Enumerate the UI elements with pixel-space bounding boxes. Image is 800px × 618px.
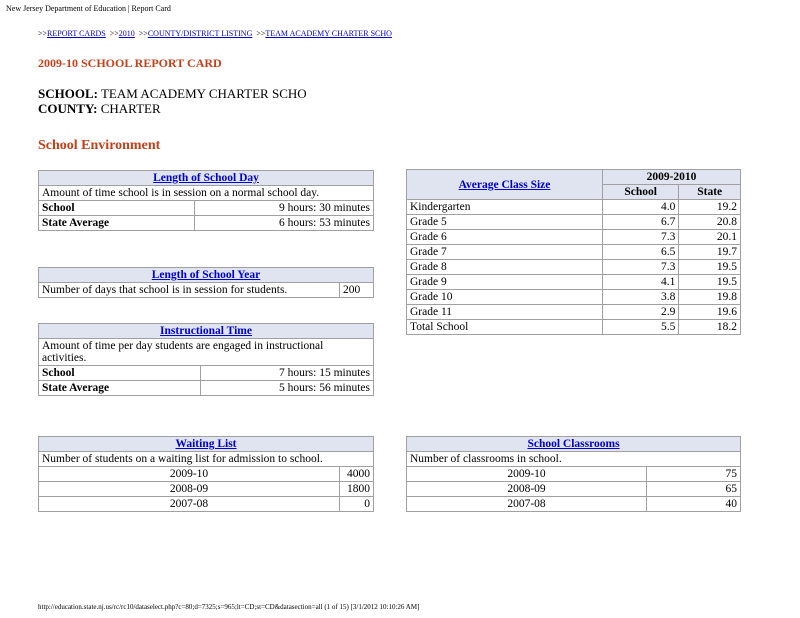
table-header: [39, 171, 374, 186]
county-name: CHARTER: [100, 101, 161, 116]
value-cell: 1800: [340, 482, 374, 497]
county-label: COUNTY:: [38, 101, 98, 116]
grade-cell: Grade 9: [407, 275, 603, 290]
average-class-size-table: [406, 169, 741, 335]
state-value-cell: 19.5: [679, 260, 741, 275]
state-value-cell: 19.2: [679, 200, 741, 215]
table-row: [407, 200, 741, 215]
table-description: Amount of time school is in session on a normal school day.: [39, 186, 374, 201]
school-label: SCHOOL:: [38, 86, 98, 101]
table-header: [39, 437, 374, 452]
school-value-cell: 7.3: [603, 230, 679, 245]
table-row: [39, 467, 374, 482]
table-row: School 7 hours: 15 minutes: [39, 366, 374, 381]
value-cell: 4000: [340, 467, 374, 482]
grade-cell: Kindergarten: [407, 200, 603, 215]
table-row: [407, 260, 741, 275]
grade-cell: Grade 8: [407, 260, 603, 275]
school-value-cell: 3.8: [603, 290, 679, 305]
instructional-time-table: [38, 323, 374, 396]
state-value-cell: 20.8: [679, 215, 741, 230]
breadcrumb-separator: >>: [138, 29, 148, 38]
col-school: School: [603, 185, 679, 200]
school-value-cell: 7.3: [603, 260, 679, 275]
grade-cell: Grade 6: [407, 230, 603, 245]
breadcrumb-report-cards[interactable]: REPORT CARDS: [47, 29, 106, 38]
section-title: School Environment: [38, 138, 161, 153]
table-row: [407, 230, 741, 245]
table-header: [39, 324, 374, 339]
state-value-cell: 19.6: [679, 305, 741, 320]
school-info: [38, 86, 307, 116]
year-cell: 2008-09: [39, 482, 340, 497]
table-row: [407, 482, 741, 497]
page-footer-url: http://education.state.nj.us/rc/rc10/dataselect.php?c=80;d=7325;s=965;lt=CD;st=CD&datasection=all (1 of 15) [3/1/2012 10:10:26 AM]: [38, 603, 420, 611]
grade-cell: Grade 7: [407, 245, 603, 260]
table-header: [39, 268, 374, 283]
table-description: Amount of time per day students are engaged in instructional activities.: [39, 339, 374, 366]
school-value-cell: 2.9: [603, 305, 679, 320]
year-cell: 2008-09: [407, 482, 647, 497]
length-of-school-year-link[interactable]: Length of School Year: [151, 269, 261, 281]
year-cell: 2007-08: [407, 497, 647, 512]
year-cell: 2007-08: [39, 497, 340, 512]
state-value-cell: 19.7: [679, 245, 741, 260]
year-header: 2009-2010: [603, 170, 741, 185]
school-value-cell: 4.0: [603, 200, 679, 215]
table-row: [407, 290, 741, 305]
school-value-cell: 6.7: [603, 215, 679, 230]
table-description: Number of students on a waiting list for admission to school.: [39, 452, 374, 467]
table-row: State Average 6 hours: 53 minutes: [39, 216, 374, 231]
grade-cell: Grade 10: [407, 290, 603, 305]
value-cell: 40: [647, 497, 741, 512]
table-row: [39, 497, 374, 512]
breadcrumb-separator: >>: [38, 29, 48, 38]
school-value-cell: 4.1: [603, 275, 679, 290]
school-classrooms-link[interactable]: School Classrooms: [527, 438, 620, 450]
table-row: Number of days that school is in session for students. 200: [39, 283, 374, 298]
col-state: State: [679, 185, 741, 200]
table-row: [407, 305, 741, 320]
breadcrumb-year[interactable]: 2010: [118, 29, 135, 38]
table-header: [407, 437, 741, 452]
waiting-list-link[interactable]: Waiting List: [175, 438, 237, 450]
breadcrumb: [38, 29, 392, 38]
school-value-cell: 5.5: [603, 320, 679, 335]
state-value-cell: 20.1: [679, 230, 741, 245]
school-value-cell: 6.5: [603, 245, 679, 260]
state-value-cell: 19.5: [679, 275, 741, 290]
value-cell: 0: [340, 497, 374, 512]
table-row: School 9 hours: 30 minutes: [39, 201, 374, 216]
waiting-list-table: [38, 436, 374, 512]
table-row: [407, 320, 741, 335]
state-value-cell: 18.2: [679, 320, 741, 335]
length-of-school-day-table: [38, 170, 374, 231]
report-title: 2009-10 SCHOOL REPORT CARD: [38, 56, 222, 70]
school-year-days: 200: [340, 283, 374, 298]
table-row: [407, 215, 741, 230]
table-row: [407, 497, 741, 512]
breadcrumb-school[interactable]: TEAM ACADEMY CHARTER SCHO: [265, 29, 392, 38]
value-cell: 65: [647, 482, 741, 497]
table-row: [407, 275, 741, 290]
school-classrooms-table: [406, 436, 741, 512]
instructional-time-link[interactable]: Instructional Time: [160, 325, 252, 337]
year-cell: 2009-10: [407, 467, 647, 482]
grade-cell: Grade 5: [407, 215, 603, 230]
value-cell: 75: [647, 467, 741, 482]
year-cell: 2009-10: [39, 467, 340, 482]
table-row: [39, 482, 374, 497]
grade-cell: Total School: [407, 320, 603, 335]
school-name: TEAM ACADEMY CHARTER SCHO: [100, 86, 307, 101]
table-description: Number of classrooms in school.: [407, 452, 741, 467]
breadcrumb-county-listing[interactable]: COUNTY/DISTRICT LISTING: [147, 29, 253, 38]
average-class-size-link[interactable]: Average Class Size: [458, 178, 551, 191]
state-value-cell: 19.8: [679, 290, 741, 305]
page-header: New Jersey Department of Education | Report Card: [6, 4, 171, 13]
length-of-school-year-table: [38, 267, 374, 298]
table-row: [407, 467, 741, 482]
length-of-school-day-link[interactable]: Length of School Day: [153, 172, 259, 184]
breadcrumb-separator: >>: [109, 29, 119, 38]
table-header: [407, 170, 603, 200]
table-row: State Average 5 hours: 56 minutes: [39, 381, 374, 396]
grade-cell: Grade 11: [407, 305, 603, 320]
table-row: [407, 245, 741, 260]
breadcrumb-separator: >>: [256, 29, 266, 38]
